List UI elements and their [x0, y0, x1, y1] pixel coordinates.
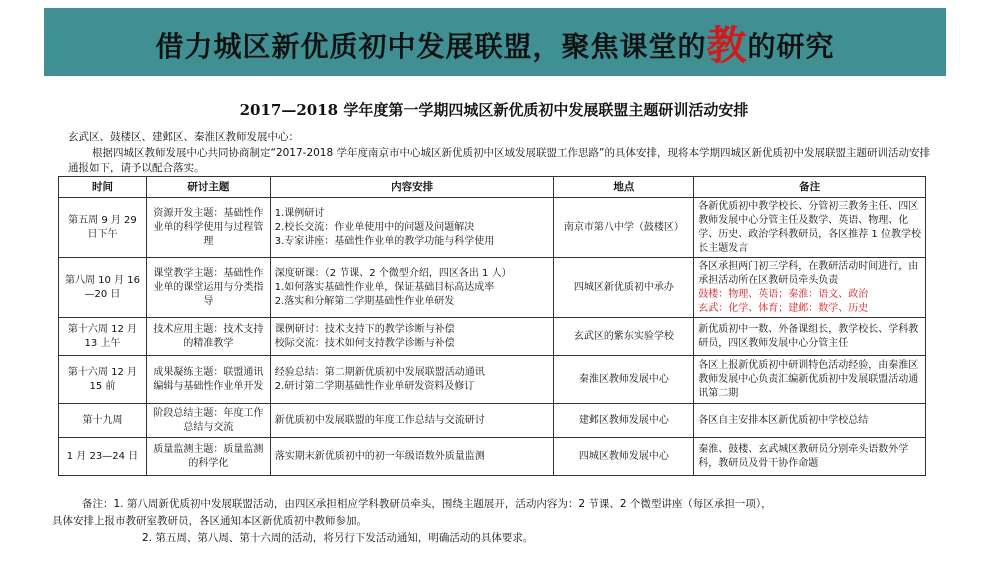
header-time: 时间 — [59, 177, 147, 198]
cell-note — [694, 258, 926, 318]
table-row — [59, 356, 926, 404]
cell-place: 玄武区的紫东实验学校 — [554, 318, 694, 356]
cell-topic: 课堂教学主题：基础性作业单的课堂运用与分类指导 — [146, 258, 270, 318]
table-header-row — [59, 177, 926, 198]
cell-content — [270, 258, 554, 318]
cell-topic: 成果凝练主题：联盟通讯编辑与基础性作业单开发 — [146, 356, 270, 404]
cell-topic: 技术应用主题：技术支持的精准教学 — [146, 318, 270, 356]
table-row — [59, 438, 926, 476]
addressee: 玄武区、鼓楼区、建邺区、秦淮区教师发展中心： — [68, 131, 299, 143]
table-row — [59, 198, 926, 258]
content-line: 新优质初中发展联盟的年度工作总结与交流研讨 — [274, 414, 485, 426]
note-line-3: 2. 第五周、第八周、第十六周的活动，将另行下发活动通知，明确活动的具体要求。 — [142, 532, 534, 544]
note-red-line: 鼓楼：物理、英语；秦淮：语文、政治 — [698, 288, 869, 300]
cell-topic: 阶段总结主题：年度工作总结与交流 — [146, 404, 270, 438]
content-line: 1.如何落实基础性作业单，保证基础目标高达成率 — [274, 281, 495, 293]
banner-title-before: 借力城区新优质初中发展联盟，聚焦课堂的 — [155, 29, 707, 63]
content-line: 深度研课：（2 节课、2 个微型介绍，四区各出 1 人） — [274, 267, 512, 279]
header-topic: 研讨主题 — [146, 177, 270, 198]
table-row — [59, 258, 926, 318]
schedule-table — [58, 176, 926, 476]
content-line: 落实期末新优质初中的初一年级语数外质量监测 — [274, 450, 485, 462]
content-line: 校际交流：技术如何支持教学诊断与补偿 — [274, 337, 455, 349]
content-line: 2.落实和分解第二学期基础性作业单研发 — [274, 295, 455, 307]
cell-time: 第十六周 12 月 13 上午 — [59, 318, 147, 356]
table-row — [59, 318, 926, 356]
notes-section — [48, 496, 940, 547]
cell-topic: 质量监测主题：质量监测的科学化 — [146, 438, 270, 476]
content-line: 经验总结：第二期新优质初中发展联盟活动通讯 — [274, 366, 485, 378]
cell-place: 四城区新优质初中承办 — [554, 258, 694, 318]
cell-note: 秦淮、鼓楼、玄武城区教研员分别牵头语数外学科，教研员及骨干协作命题 — [694, 438, 926, 476]
banner-title — [155, 14, 834, 71]
note-line-1: 备注：1. 第八周新优质初中发展联盟活动，由四区承担相应学科教研员牵头，围绕主题展开，活动内容为：2 节课、2 个微型讲座（每区承担一项）， — [82, 498, 772, 510]
note-plain: 各区承担两门初三学科，在教研活动时间进行，由承担活动所在区教研员牵头负责 — [698, 260, 919, 286]
cell-content — [270, 356, 554, 404]
content-line: 2.校长交流：作业单使用中的问题及问题解决 — [274, 221, 475, 233]
cell-note: 各新优质初中教学校长、分管初三教务主任、四区教师发展中心分管主任及数学、英语、物理、化学、历史、政治学科教研员，各区推荐 1 位教学校长主题发言 — [694, 198, 926, 258]
header-content: 内容安排 — [270, 177, 554, 198]
cell-place: 秦淮区教师发展中心 — [554, 356, 694, 404]
cell-place: 南京市第八中学（鼓楼区） — [554, 198, 694, 258]
cell-time: 第五周 9 月 29 日下午 — [59, 198, 147, 258]
cell-note: 各区自主安排本区新优质初中学校总结 — [694, 404, 926, 438]
title-banner — [44, 8, 946, 76]
note-red-line: 玄武：化学、体育；建邺：数学、历史 — [698, 302, 869, 314]
cell-content — [270, 438, 554, 476]
cell-time: 第十九周 — [59, 404, 147, 438]
cell-place: 建邺区教师发展中心 — [554, 404, 694, 438]
header-note: 备注 — [694, 177, 926, 198]
header-place: 地点 — [554, 177, 694, 198]
cell-place: 四城区教师发展中心 — [554, 438, 694, 476]
cell-topic: 资源开发主题：基础性作业单的科学使用与过程管理 — [146, 198, 270, 258]
cell-content — [270, 318, 554, 356]
cell-time: 1 月 23—24 日 — [59, 438, 147, 476]
content-line: 3.专家讲座：基础性作业单的教学功能与科学使用 — [274, 235, 495, 247]
note-line-2: 具体安排上报市教研室教研员，各区通知本区新优质初中教师参加。 — [52, 515, 367, 527]
table-row — [59, 404, 926, 438]
banner-title-highlight: 教 — [706, 22, 748, 69]
cell-content — [270, 198, 554, 258]
content-line: 1.课例研讨 — [274, 207, 325, 219]
document-title: 2017—2018 学年度第一学期四城区新优质初中发展联盟主题研训活动安排 — [239, 101, 749, 119]
cell-note: 新优质初中一数、外备课组长，教学校长、学科教研员，四区教师发展中心分管主任 — [694, 318, 926, 356]
content-line: 2.研讨第二学期基础性作业单研发资料及修订 — [274, 380, 475, 392]
content-line: 课例研讨：技术支持下的教学诊断与补偿 — [274, 323, 455, 335]
intro-paragraph: 根据四城区教师发展中心共同协商制定“2017-2018 学年度南京市中心城区新优质初中区域发展联盟工作思路”的具体安排，现将本学期四城区新优质初中发展联盟主题研训活动安排通报如下，请予以配合落实。 — [68, 147, 930, 174]
cell-content — [270, 404, 554, 438]
banner-title-after: 的研究 — [747, 29, 835, 63]
cell-time: 第八周 10 月 16—20 日 — [59, 258, 147, 318]
schedule-document — [48, 96, 940, 558]
cell-time: 第十六周 12 月 15 前 — [59, 356, 147, 404]
cell-note: 各区上报新优质初中研训特色活动经验，由秦淮区教师发展中心负责汇编新优质初中发展联盟活动通讯第二期 — [694, 356, 926, 404]
